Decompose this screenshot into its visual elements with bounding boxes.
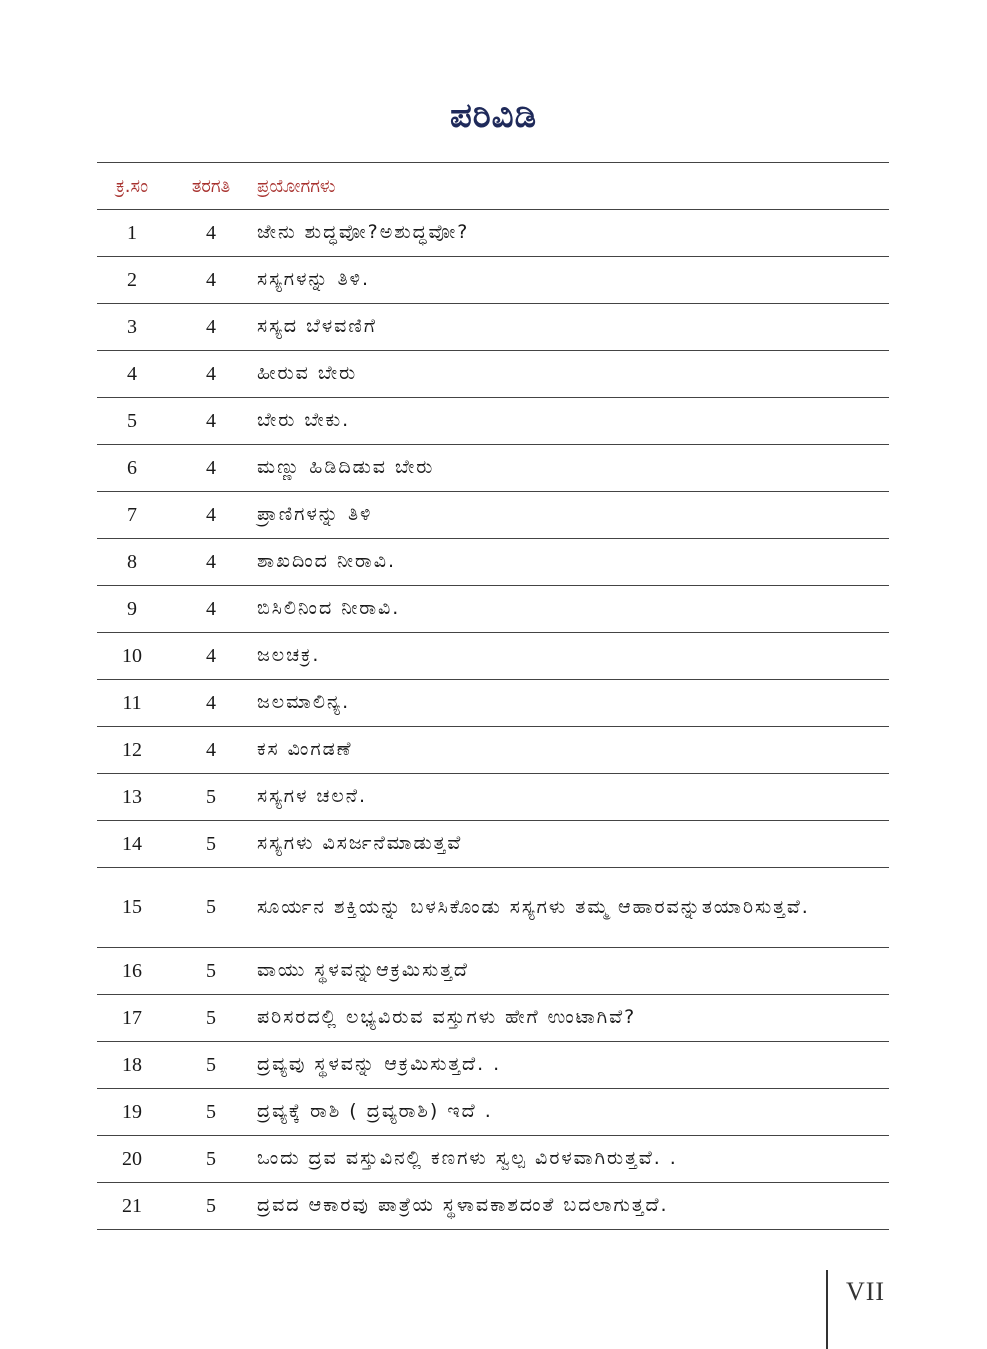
row-experiment: ಜಲಮಾಲಿನ್ಯ. [255,680,889,727]
row-serial: 4 [97,351,167,398]
table-row [97,351,889,398]
row-class: 4 [167,351,255,398]
row-serial: 5 [97,398,167,445]
row-class: 5 [167,995,255,1042]
header-serial: ಕ್ರ.ಸಂ [97,163,167,210]
table-row [97,445,889,492]
row-class: 5 [167,774,255,821]
table-row [97,774,889,821]
row-serial: 3 [97,304,167,351]
row-experiment: ಸಸ್ಯಗಳನ್ನು ತಿಳಿ. [255,257,889,304]
row-experiment: ಜಲಚಕ್ರ. [255,633,889,680]
footer-rule [826,1270,828,1349]
row-experiment: ದ್ರವ್ಯವು ಸ್ಥಳವನ್ನು ಆಕ್ರಮಿಸುತ್ತದೆ. . [255,1042,889,1089]
row-serial: 1 [97,210,167,257]
header-experiments: ಪ್ರಯೋಗಗಳು [255,163,889,210]
row-serial: 8 [97,539,167,586]
row-class: 4 [167,398,255,445]
row-serial: 12 [97,727,167,774]
table-row [97,586,889,633]
contents-table [97,162,889,1230]
row-class: 4 [167,210,255,257]
row-experiment: ವಾಯು ಸ್ಥಳವನ್ನುಆಕ್ರಮಿಸುತ್ತದೆ [255,948,889,995]
header-row [97,163,889,210]
table-row [97,633,889,680]
table-row [97,257,889,304]
row-serial: 9 [97,586,167,633]
row-class: 4 [167,492,255,539]
row-experiment: ಬಿಸಿಲಿನಿಂದ ನೀರಾವಿ. [255,586,889,633]
row-class: 4 [167,304,255,351]
page-number: VII [846,1277,886,1306]
row-class: 5 [167,1089,255,1136]
table-row [97,1089,889,1136]
row-serial: 19 [97,1089,167,1136]
row-class: 5 [167,1042,255,1089]
table-row [97,1136,889,1183]
row-serial: 20 [97,1136,167,1183]
row-serial: 14 [97,821,167,868]
row-serial: 13 [97,774,167,821]
row-class: 5 [167,1136,255,1183]
table-row [97,492,889,539]
row-serial: 18 [97,1042,167,1089]
row-serial: 16 [97,948,167,995]
row-experiment: ಸೂರ್ಯನ ಶಕ್ತಿಯನ್ನು ಬಳಸಿಕೊಂಡು ಸಸ್ಯಗಳು ತಮ್ಮ ಆಹಾರವನ್ನುತಯಾರಿಸುತ್ತವೆ. [255,868,889,948]
table-row [97,821,889,868]
row-experiment: ಬೇರು ಬೇಕು. [255,398,889,445]
row-serial: 7 [97,492,167,539]
row-serial: 2 [97,257,167,304]
row-experiment: ದ್ರವ್ಯಕ್ಕೆ ರಾಶಿ ( ದ್ರವ್ಯರಾಶಿ) ಇದೆ . [255,1089,889,1136]
table-row [97,727,889,774]
table-row [97,680,889,727]
row-class: 4 [167,727,255,774]
table-row [97,398,889,445]
row-experiment: ಸಸ್ಯಗಳು ವಿಸರ್ಜನೆಮಾಡುತ್ತವೆ [255,821,889,868]
row-class: 5 [167,821,255,868]
row-class: 4 [167,633,255,680]
row-experiment: ಕಸ ವಿಂಗಡಣೆ [255,727,889,774]
row-class: 5 [167,948,255,995]
table-row [97,948,889,995]
row-class: 4 [167,539,255,586]
row-class: 5 [167,1183,255,1230]
row-experiment: ಒಂದು ದ್ರವ ವಸ್ತುವಿನಲ್ಲಿ ಕಣಗಳು ಸ್ವಲ್ಪ ವಿರಳವಾಗಿರುತ್ತವೆ. . [255,1136,889,1183]
row-experiment: ಸಸ್ಯದ ಬೆಳವಣಿಗೆ [255,304,889,351]
row-experiment: ಪ್ರಾಣಿಗಳನ್ನು ತಿಳಿ [255,492,889,539]
row-serial: 15 [97,868,167,948]
table-row [97,304,889,351]
table-row [97,1042,889,1089]
row-experiment: ಹೀರುವ ಬೇರು [255,351,889,398]
header-class: ತರಗತಿ [167,163,255,210]
row-class: 4 [167,586,255,633]
row-experiment: ಮಣ್ಣು ಹಿಡಿದಿಡುವ ಬೇರು [255,445,889,492]
row-experiment: ಜೇನು ಶುದ್ಧವೋ?ಅಶುದ್ಧವೋ? [255,210,889,257]
row-class: 4 [167,445,255,492]
table-row [97,868,889,948]
row-experiment: ಶಾಖದಿಂದ ನೀರಾವಿ. [255,539,889,586]
row-experiment: ಪರಿಸರದಲ್ಲಿ ಲಭ್ಯವಿರುವ ವಸ್ತುಗಳು ಹೇಗೆ ಉಂಟಾಗಿವೆ? [255,995,889,1042]
row-serial: 11 [97,680,167,727]
row-class: 4 [167,257,255,304]
row-serial: 6 [97,445,167,492]
page-title: ಪರಿವಿಡಿ [449,96,538,136]
table-row [97,995,889,1042]
row-serial: 17 [97,995,167,1042]
row-serial: 21 [97,1183,167,1230]
table-row [97,210,889,257]
table-row [97,1183,889,1230]
row-class: 4 [167,680,255,727]
row-class: 5 [167,868,255,948]
row-experiment: ದ್ರವದ ಆಕಾರವು ಪಾತ್ರೆಯ ಸ್ಥಳಾವಕಾಶದಂತೆ ಬದಲಾಗುತ್ತದೆ. [255,1183,889,1230]
row-experiment: ಸಸ್ಯಗಳ ಚಲನೆ. [255,774,889,821]
row-serial: 10 [97,633,167,680]
table-row [97,539,889,586]
